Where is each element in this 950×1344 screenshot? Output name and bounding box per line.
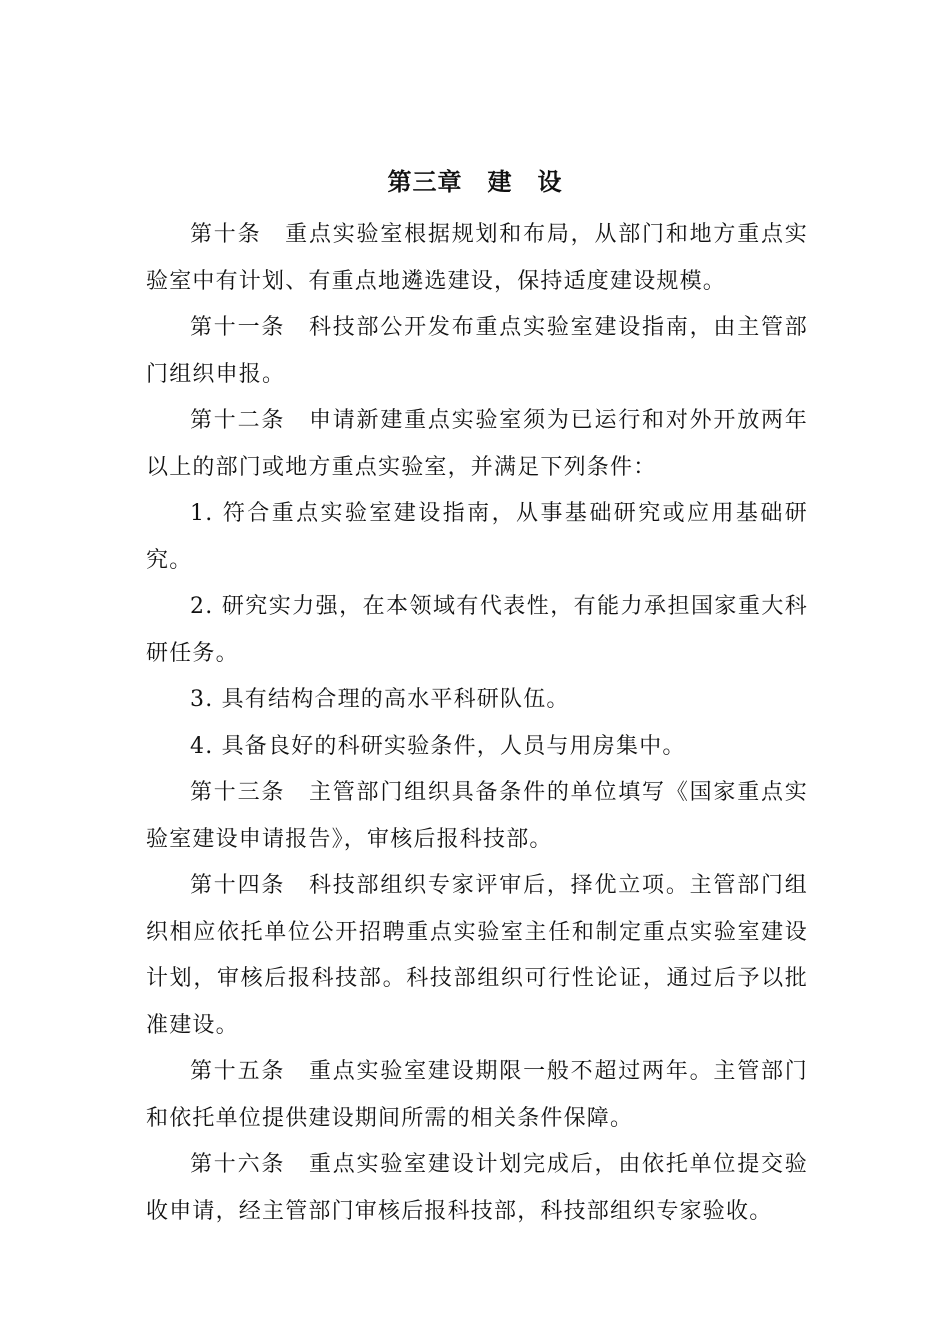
article-label: 第十二条 — [190, 408, 309, 433]
condition-label: 4. — [190, 733, 222, 759]
condition-text: 具有结构合理的高水平科研队伍。 — [221, 687, 570, 712]
condition-1 — [146, 491, 808, 584]
condition-3 — [146, 677, 808, 724]
article-14 — [146, 863, 808, 1049]
article-label: 第十四条 — [190, 873, 309, 898]
condition-2 — [146, 584, 808, 677]
article-10 — [146, 212, 808, 305]
article-16 — [146, 1142, 808, 1235]
article-text: 科技部组织专家评审后，择优立项。主管部门组织相应依托单位公开招聘重点实验室主任和制定重点实验室建设计划，审核后报科技部。科技部组织可行性论证，通过后予以批准建设。 — [146, 873, 808, 1038]
article-text: 科技部公开发布重点实验室建设指南，由主管部门组织申报。 — [146, 315, 808, 387]
article-label: 第十五条 — [190, 1059, 309, 1084]
condition-label: 2. — [190, 594, 222, 619]
article-text: 申请新建重点实验室须为已运行和对外开放两年以上的部门或地方重点实验室，并满足下列条件： — [146, 408, 808, 480]
article-text: 重点实验室建设计划完成后，由依托单位提交验收申请，经主管部门审核后报科技部，科技部组织专家验收。 — [146, 1152, 808, 1224]
article-text: 主管部门组织具备条件的单位填写《国家重点实验室建设申请报告》，审核后报科技部。 — [146, 780, 808, 852]
condition-4 — [146, 724, 808, 771]
article-label: 第十一条 — [190, 315, 309, 340]
article-11 — [146, 305, 808, 398]
condition-text: 符合重点实验室建设指南，从事基础研究或应用基础研究。 — [146, 501, 808, 573]
article-text: 重点实验室建设期限一般不超过两年。主管部门和依托单位提供建设期间所需的相关条件保障。 — [146, 1059, 808, 1131]
condition-label: 1. — [190, 501, 223, 526]
condition-text: 具备良好的科研实验条件，人员与用房集中。 — [221, 733, 686, 759]
article-text: 重点实验室根据规划和布局，从部门和地方重点实验室中有计划、有重点地遴选建设，保持适度建设规模。 — [146, 222, 808, 294]
article-label: 第十条 — [190, 222, 286, 247]
chapter-title: 第三章 建 设 — [387, 167, 563, 196]
condition-text: 研究实力强，在本领域有代表性，有能力承担国家重大科研任务。 — [146, 594, 808, 666]
article-13 — [146, 770, 808, 863]
article-12 — [146, 398, 808, 491]
condition-label: 3. — [190, 687, 222, 712]
article-label: 第十六条 — [190, 1152, 309, 1177]
document-body — [146, 212, 808, 1235]
article-label: 第十三条 — [190, 780, 309, 805]
article-15 — [146, 1049, 808, 1142]
